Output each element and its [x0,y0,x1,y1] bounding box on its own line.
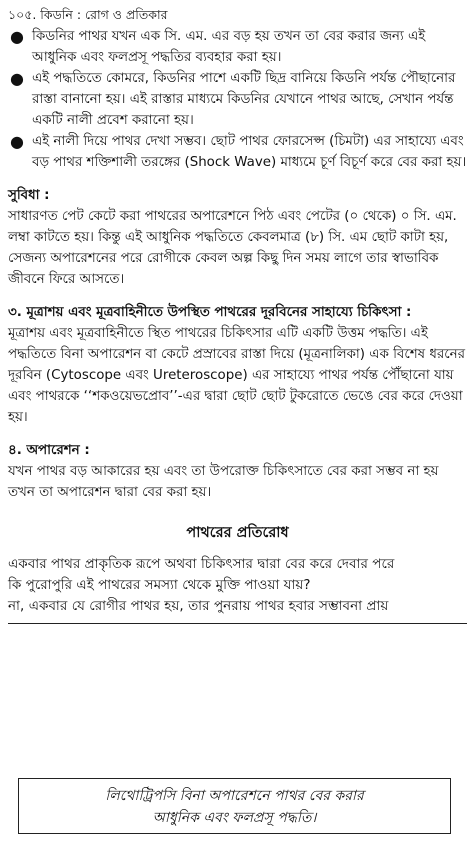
divider [8,623,467,624]
page-header: ১০৫. কিডনি : রোগ ও প্রতিকার [8,7,168,22]
bullet-icon: ● [10,27,24,46]
caption-line-2: আধুনিক এবং ফলপ্রসূ পদ্ধতি। [152,810,317,826]
bullet-icon: ● [10,69,24,88]
section4-heading: ৪. অপারেশন : [8,443,90,458]
bullet-text: এই নালী দিয়ে পাথর দেখা সম্ভব। ছোট পাথর ফোরসেপ্স (চিমটা) এর সাহায্যে এবং বড় পাথর শক্তিশালী তরঙ্গের (Shock Wave) মাধ্যমে চূর্ণ বিচূর্ণ করে বের করা হয়। [32,134,467,170]
document-page [8,6,467,624]
bullet-item [8,26,467,68]
bullet-icon: ● [10,132,24,151]
bullet-text: এই পদ্ধতিতে কোমরে, কিডনির পাশে একটি ছিদ্র বানিয়ে কিডনি পর্যন্ত পৌছানোর রাস্তা বানানো হয়। এই রাস্তার মাধ্যমে কিডনির যেখানে পাথর আছে, সেখান পর্যন্ত একটি নালী প্রবেশ করানো হয়। [32,71,456,128]
prevention-line: কি পুরোপুরি এই পাথরের সমস্যা থেকে মুক্তি পাওয়া যায়? [8,578,311,593]
bullet-item [8,68,467,131]
prevention-title: পাথরের প্রতিরোধ [186,525,289,541]
prevention-line: একবার পাথর প্রাকৃতিক রূপে অথবা চিকিৎসার দ্বারা বের করে দেবার পরে [8,557,395,572]
section3-text: মূত্রাশয় এবং মূত্রবাহিনীতে স্থিত পাথরের চিকিৎসার এটি একটি উত্তম পদ্ধতি। এই পদ্ধতিতে বিনা অপারেশন বা কেটে প্রস্রাবের রাস্তা দিয়ে (মূত্রনালিকা) এক বিশেষ ধরনের দূরবিন (Cytoscope এবং Ureteroscope) এর সাহায্যে পাথর পর্যন্ত পৌঁছানো যায় এবং পাথরকে ‘‘শকওয়েভপ্রোব’’-এর দ্বারা ছোট ছোট টুকরোতে ভেঙে বের করে দেওয়া হয়। [8,326,465,425]
section3-heading: ৩. মূত্রাশয় এবং মূত্রবাহিনীতে উপস্থিত পাথরের দূরবিনের সাহায্যে চিকিৎসা : [8,305,412,320]
advantages-text: সাধারণত পেট কেটে করা পাথরের অপারেশনে পিঠ এবং পেটের (০ থেকে) ০ সি. এম. লম্বা কাটতে হয়। কিন্তু এই আধুনিক পদ্ধতিতে কেবলমাত্র (৮) সি. এম ছোট কাটা হয়, সেজন্য অপারেশনের পরে রোগীকে কেবল অল্প কিছু দিন সময় লাগে তার স্বাভাবিক জীবনে ফিরে আসতে। [8,209,457,287]
caption-line-1: লিথোট্রিপসি বিনা অপারেশনে পাথর বের করার [105,788,364,804]
prevention-line: না, একবার যে রোগীর পাথর হয়, তার পুনরায় পাথর হবার সম্ভাবনা প্রায় [8,599,389,614]
bullet-text: কিডনির পাথর যখন এক সি. এম. এর বড় হয় তখন তা বের করার জন্য এই আধুনিক এবং ফলপ্রসূ পদ্ধতির ব্যবহার করা হয়। [32,29,426,65]
caption-box [18,778,451,834]
bullet-item [8,131,467,173]
advantages-heading: সুবিধা : [8,188,50,203]
section4-text: যখন পাথর বড় আকারের হয় এবং তা উপরোক্ত চিকিৎসাতে বের করা সম্ভব না হয় তখন তা অপারেশন দ্বারা বের করা হয়। [8,464,439,500]
